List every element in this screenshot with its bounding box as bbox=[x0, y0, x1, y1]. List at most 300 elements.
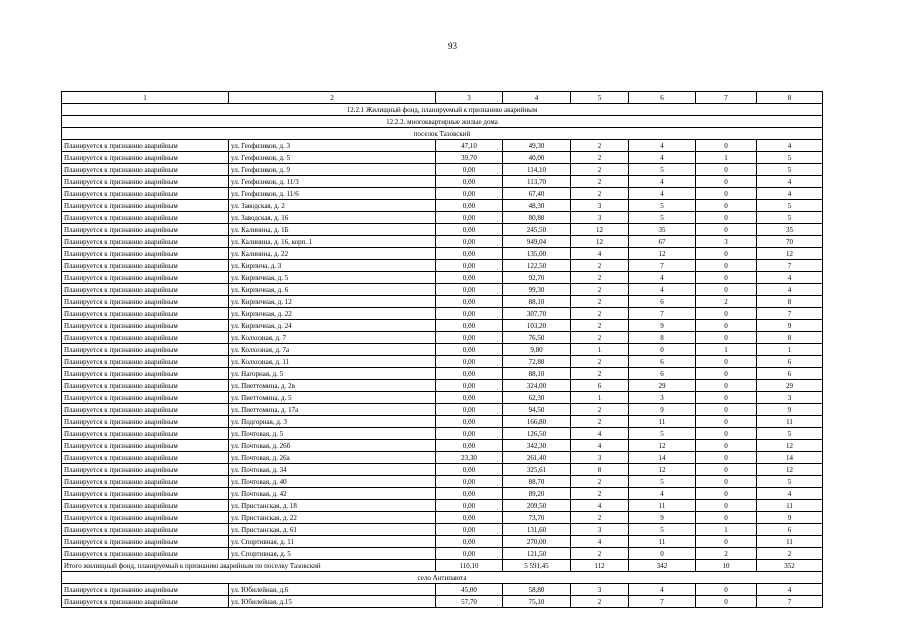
status-cell: Планируется к признанию аварийным bbox=[62, 488, 229, 500]
value-cell-c4: 72,80 bbox=[503, 356, 571, 368]
table-body bbox=[62, 92, 823, 608]
value-cell-c4: 114,10 bbox=[503, 164, 571, 176]
address-cell: ул. Пиеттомина, д. 2в bbox=[229, 380, 436, 392]
value-cell-c5: 8 bbox=[571, 464, 629, 476]
value-cell-c6: 67 bbox=[629, 236, 696, 248]
value-cell-c3: 0,00 bbox=[436, 320, 503, 332]
table-row bbox=[62, 596, 823, 608]
value-cell-c3: 0,00 bbox=[436, 272, 503, 284]
value-cell-c6: 12 bbox=[629, 440, 696, 452]
value-cell-c3: 0,00 bbox=[436, 188, 503, 200]
status-cell: Планируется к признанию аварийным bbox=[62, 368, 229, 380]
value-cell-c5: 4 bbox=[571, 440, 629, 452]
value-cell-c7: 1 bbox=[696, 152, 757, 164]
value-cell-c6: 4 bbox=[629, 584, 696, 596]
value-cell-c4: 40,00 bbox=[503, 152, 571, 164]
total-cell-c6: 342 bbox=[629, 560, 696, 572]
value-cell-c6: 9 bbox=[629, 512, 696, 524]
value-cell-c8: 12 bbox=[757, 440, 823, 452]
value-cell-c8: 6 bbox=[757, 368, 823, 380]
table-row bbox=[62, 404, 823, 416]
address-cell: ул. Почтовая, д. 26а bbox=[229, 452, 436, 464]
value-cell-c7: 0 bbox=[696, 248, 757, 260]
value-cell-c4: 75,10 bbox=[503, 596, 571, 608]
value-cell-c7: 0 bbox=[696, 308, 757, 320]
value-cell-c4: 325,61 bbox=[503, 464, 571, 476]
table-row bbox=[62, 356, 823, 368]
status-cell: Планируется к признанию аварийным bbox=[62, 392, 229, 404]
table-row bbox=[62, 380, 823, 392]
value-cell-c8: 5 bbox=[757, 212, 823, 224]
address-cell: ул. Геофизиков, д. 5 bbox=[229, 152, 436, 164]
address-cell: ул. Колхозная, д. 7 bbox=[229, 332, 436, 344]
value-cell-c6: 11 bbox=[629, 500, 696, 512]
value-cell-c8: 5 bbox=[757, 476, 823, 488]
value-cell-c7: 0 bbox=[696, 356, 757, 368]
value-cell-c4: 88,10 bbox=[503, 368, 571, 380]
value-cell-c4: 92,70 bbox=[503, 272, 571, 284]
value-cell-c5: 2 bbox=[571, 188, 629, 200]
value-cell-c8: 1 bbox=[757, 344, 823, 356]
value-cell-c5: 2 bbox=[571, 356, 629, 368]
status-cell: Планируется к признанию аварийным bbox=[62, 416, 229, 428]
value-cell-c5: 2 bbox=[571, 332, 629, 344]
table-row bbox=[62, 452, 823, 464]
status-cell: Планируется к признанию аварийным bbox=[62, 464, 229, 476]
table-row bbox=[62, 260, 823, 272]
value-cell-c6: 0 bbox=[629, 548, 696, 560]
status-cell: Планируется к признанию аварийным bbox=[62, 524, 229, 536]
value-cell-c8: 5 bbox=[757, 428, 823, 440]
value-cell-c7: 2 bbox=[696, 548, 757, 560]
value-cell-c4: 89,20 bbox=[503, 488, 571, 500]
value-cell-c7: 3 bbox=[696, 236, 757, 248]
value-cell-c3: 47,10 bbox=[436, 140, 503, 152]
address-cell: ул. Пристанская, д. 61 bbox=[229, 524, 436, 536]
value-cell-c8: 29 bbox=[757, 380, 823, 392]
value-cell-c7: 0 bbox=[696, 428, 757, 440]
value-cell-c7: 0 bbox=[696, 164, 757, 176]
column-number: 4 bbox=[503, 92, 571, 104]
status-cell: Планируется к признанию аварийным bbox=[62, 224, 229, 236]
value-cell-c6: 11 bbox=[629, 536, 696, 548]
value-cell-c7: 0 bbox=[696, 380, 757, 392]
value-cell-c5: 4 bbox=[571, 428, 629, 440]
value-cell-c5: 2 bbox=[571, 548, 629, 560]
value-cell-c3: 0,00 bbox=[436, 524, 503, 536]
value-cell-c5: 4 bbox=[571, 536, 629, 548]
value-cell-c3: 39,70 bbox=[436, 152, 503, 164]
value-cell-c6: 5 bbox=[629, 524, 696, 536]
value-cell-c7: 0 bbox=[696, 188, 757, 200]
value-cell-c3: 57,70 bbox=[436, 596, 503, 608]
value-cell-c4: 58,80 bbox=[503, 584, 571, 596]
value-cell-c3: 0,00 bbox=[436, 332, 503, 344]
value-cell-c3: 0,00 bbox=[436, 464, 503, 476]
value-cell-c8: 11 bbox=[757, 536, 823, 548]
value-cell-c4: 270,00 bbox=[503, 536, 571, 548]
value-cell-c6: 6 bbox=[629, 296, 696, 308]
address-cell: ул. Спортивная, д. 5 bbox=[229, 548, 436, 560]
value-cell-c8: 7 bbox=[757, 308, 823, 320]
value-cell-c8: 4 bbox=[757, 140, 823, 152]
status-cell: Планируется к признанию аварийным bbox=[62, 212, 229, 224]
value-cell-c5: 4 bbox=[571, 500, 629, 512]
address-cell: ул. Юбилейная, д.15 bbox=[229, 596, 436, 608]
value-cell-c6: 4 bbox=[629, 488, 696, 500]
value-cell-c3: 0,00 bbox=[436, 236, 503, 248]
value-cell-c7: 0 bbox=[696, 224, 757, 236]
value-cell-c5: 6 bbox=[571, 380, 629, 392]
value-cell-c7: 1 bbox=[696, 524, 757, 536]
value-cell-c8: 6 bbox=[757, 524, 823, 536]
group-name: поселок Тазовский bbox=[62, 128, 823, 140]
value-cell-c5: 4 bbox=[571, 248, 629, 260]
address-cell: ул. Почтовая, д. 40 bbox=[229, 476, 436, 488]
value-cell-c4: 342,30 bbox=[503, 440, 571, 452]
value-cell-c4: 261,40 bbox=[503, 452, 571, 464]
value-cell-c8: 9 bbox=[757, 320, 823, 332]
value-cell-c4: 949,04 bbox=[503, 236, 571, 248]
address-cell: ул. Юбилейная, д.6 bbox=[229, 584, 436, 596]
value-cell-c4: 73,70 bbox=[503, 512, 571, 524]
value-cell-c5: 12 bbox=[571, 236, 629, 248]
status-cell: Планируется к признанию аварийным bbox=[62, 296, 229, 308]
value-cell-c3: 0,00 bbox=[436, 488, 503, 500]
value-cell-c6: 4 bbox=[629, 188, 696, 200]
table-row bbox=[62, 440, 823, 452]
value-cell-c6: 12 bbox=[629, 464, 696, 476]
value-cell-c8: 4 bbox=[757, 176, 823, 188]
total-cell-c4: 5 591,45 bbox=[503, 560, 571, 572]
value-cell-c3: 0,00 bbox=[436, 284, 503, 296]
value-cell-c8: 14 bbox=[757, 452, 823, 464]
value-cell-c8: 35 bbox=[757, 224, 823, 236]
status-cell: Планируется к признанию аварийным bbox=[62, 452, 229, 464]
value-cell-c4: 121,50 bbox=[503, 548, 571, 560]
table-row bbox=[62, 200, 823, 212]
column-number-row bbox=[62, 92, 823, 104]
table-row bbox=[62, 140, 823, 152]
value-cell-c3: 0,00 bbox=[436, 392, 503, 404]
value-cell-c3: 0,00 bbox=[436, 296, 503, 308]
value-cell-c3: 0,00 bbox=[436, 404, 503, 416]
status-cell: Планируется к признанию аварийным bbox=[62, 272, 229, 284]
value-cell-c6: 4 bbox=[629, 284, 696, 296]
value-cell-c6: 11 bbox=[629, 416, 696, 428]
table-row bbox=[62, 476, 823, 488]
value-cell-c4: 126,50 bbox=[503, 428, 571, 440]
address-cell: ул. Геофизиков, д. 11/3 bbox=[229, 176, 436, 188]
value-cell-c7: 1 bbox=[696, 344, 757, 356]
status-cell: Планируется к признанию аварийным bbox=[62, 536, 229, 548]
table-row bbox=[62, 296, 823, 308]
value-cell-c3: 45,00 bbox=[436, 584, 503, 596]
value-cell-c5: 3 bbox=[571, 584, 629, 596]
value-cell-c6: 5 bbox=[629, 212, 696, 224]
value-cell-c4: 76,50 bbox=[503, 332, 571, 344]
value-cell-c6: 5 bbox=[629, 476, 696, 488]
status-cell: Планируется к признанию аварийным bbox=[62, 188, 229, 200]
value-cell-c7: 0 bbox=[696, 452, 757, 464]
value-cell-c4: 48,30 bbox=[503, 200, 571, 212]
value-cell-c3: 23,30 bbox=[436, 452, 503, 464]
value-cell-c4: 9,80 bbox=[503, 344, 571, 356]
total-row bbox=[62, 560, 823, 572]
value-cell-c4: 49,30 bbox=[503, 140, 571, 152]
value-cell-c5: 2 bbox=[571, 416, 629, 428]
status-cell: Планируется к признанию аварийным bbox=[62, 344, 229, 356]
section-title: 12.2.1 Жилищный фонд, планируемый к признанию аварийным bbox=[62, 104, 823, 116]
table-row bbox=[62, 320, 823, 332]
value-cell-c4: 135,00 bbox=[503, 248, 571, 260]
value-cell-c7: 0 bbox=[696, 200, 757, 212]
status-cell: Планируется к признанию аварийным bbox=[62, 596, 229, 608]
address-cell: ул. Геофизиков, д. 3 bbox=[229, 140, 436, 152]
status-cell: Планируется к признанию аварийным bbox=[62, 356, 229, 368]
value-cell-c3: 0,00 bbox=[436, 428, 503, 440]
table-row bbox=[62, 176, 823, 188]
status-cell: Планируется к признанию аварийным bbox=[62, 164, 229, 176]
table-row bbox=[62, 152, 823, 164]
status-cell: Планируется к признанию аварийным bbox=[62, 140, 229, 152]
table-row bbox=[62, 188, 823, 200]
value-cell-c8: 8 bbox=[757, 296, 823, 308]
group-header-row bbox=[62, 128, 823, 140]
value-cell-c5: 2 bbox=[571, 260, 629, 272]
value-cell-c3: 0,00 bbox=[436, 260, 503, 272]
value-cell-c7: 0 bbox=[696, 440, 757, 452]
table-row bbox=[62, 308, 823, 320]
value-cell-c5: 2 bbox=[571, 596, 629, 608]
value-cell-c8: 4 bbox=[757, 488, 823, 500]
address-cell: ул. Геофизиков, д. 9 bbox=[229, 164, 436, 176]
table-row bbox=[62, 248, 823, 260]
value-cell-c7: 0 bbox=[696, 176, 757, 188]
value-cell-c6: 3 bbox=[629, 392, 696, 404]
address-cell: ул. Кирпичная, д. 6 bbox=[229, 284, 436, 296]
table-row bbox=[62, 464, 823, 476]
value-cell-c6: 4 bbox=[629, 272, 696, 284]
value-cell-c8: 2 bbox=[757, 548, 823, 560]
table-row bbox=[62, 548, 823, 560]
value-cell-c5: 2 bbox=[571, 368, 629, 380]
value-cell-c5: 2 bbox=[571, 404, 629, 416]
value-cell-c8: 5 bbox=[757, 152, 823, 164]
status-cell: Планируется к признанию аварийным bbox=[62, 308, 229, 320]
value-cell-c5: 2 bbox=[571, 164, 629, 176]
value-cell-c8: 5 bbox=[757, 200, 823, 212]
value-cell-c6: 6 bbox=[629, 356, 696, 368]
value-cell-c6: 35 bbox=[629, 224, 696, 236]
column-number: 5 bbox=[571, 92, 629, 104]
value-cell-c5: 2 bbox=[571, 308, 629, 320]
address-cell: ул. Геофизиков, д. 11/6 bbox=[229, 188, 436, 200]
value-cell-c6: 4 bbox=[629, 152, 696, 164]
address-cell: ул. Почтовая, д. 5 bbox=[229, 428, 436, 440]
value-cell-c3: 0,00 bbox=[436, 536, 503, 548]
subsection-title-row bbox=[62, 116, 823, 128]
value-cell-c5: 3 bbox=[571, 200, 629, 212]
value-cell-c4: 67,40 bbox=[503, 188, 571, 200]
value-cell-c4: 94,50 bbox=[503, 404, 571, 416]
value-cell-c7: 0 bbox=[696, 392, 757, 404]
address-cell: ул. Пристанская, д. 22 bbox=[229, 512, 436, 524]
value-cell-c6: 4 bbox=[629, 176, 696, 188]
value-cell-c5: 3 bbox=[571, 524, 629, 536]
value-cell-c6: 5 bbox=[629, 428, 696, 440]
address-cell: ул. Калинина, д. 22 bbox=[229, 248, 436, 260]
status-cell: Планируется к признанию аварийным bbox=[62, 380, 229, 392]
value-cell-c6: 5 bbox=[629, 164, 696, 176]
value-cell-c4: 245,50 bbox=[503, 224, 571, 236]
value-cell-c6: 7 bbox=[629, 260, 696, 272]
status-cell: Планируется к признанию аварийным bbox=[62, 404, 229, 416]
value-cell-c8: 7 bbox=[757, 596, 823, 608]
value-cell-c3: 0,00 bbox=[436, 344, 503, 356]
column-number: 2 bbox=[229, 92, 436, 104]
value-cell-c5: 3 bbox=[571, 452, 629, 464]
column-number: 8 bbox=[757, 92, 823, 104]
value-cell-c6: 29 bbox=[629, 380, 696, 392]
address-cell: ул. Кирпичная, д. 22 bbox=[229, 308, 436, 320]
value-cell-c4: 62,30 bbox=[503, 392, 571, 404]
value-cell-c4: 113,70 bbox=[503, 176, 571, 188]
address-cell: ул. Почтовая, д. 42 bbox=[229, 488, 436, 500]
total-label: Итого жилищный фонд, планируемый к признанию аварийным по поселку Тазовский bbox=[62, 560, 436, 572]
value-cell-c3: 0,00 bbox=[436, 368, 503, 380]
table-row bbox=[62, 344, 823, 356]
value-cell-c4: 80,80 bbox=[503, 212, 571, 224]
table-row bbox=[62, 272, 823, 284]
value-cell-c8: 3 bbox=[757, 392, 823, 404]
status-cell: Планируется к признанию аварийным bbox=[62, 584, 229, 596]
value-cell-c7: 0 bbox=[696, 416, 757, 428]
total-cell-c5: 112 bbox=[571, 560, 629, 572]
value-cell-c5: 2 bbox=[571, 284, 629, 296]
value-cell-c8: 6 bbox=[757, 356, 823, 368]
status-cell: Планируется к признанию аварийным bbox=[62, 476, 229, 488]
value-cell-c3: 0,00 bbox=[436, 380, 503, 392]
value-cell-c4: 166,80 bbox=[503, 416, 571, 428]
value-cell-c7: 0 bbox=[696, 212, 757, 224]
value-cell-c5: 2 bbox=[571, 320, 629, 332]
value-cell-c4: 103,20 bbox=[503, 320, 571, 332]
value-cell-c8: 9 bbox=[757, 512, 823, 524]
value-cell-c3: 0,00 bbox=[436, 476, 503, 488]
column-number: 1 bbox=[62, 92, 229, 104]
value-cell-c5: 2 bbox=[571, 140, 629, 152]
status-cell: Планируется к признанию аварийным bbox=[62, 428, 229, 440]
value-cell-c7: 0 bbox=[696, 284, 757, 296]
value-cell-c3: 0,00 bbox=[436, 416, 503, 428]
value-cell-c6: 5 bbox=[629, 200, 696, 212]
value-cell-c5: 12 bbox=[571, 224, 629, 236]
value-cell-c6: 7 bbox=[629, 596, 696, 608]
status-cell: Планируется к признанию аварийным bbox=[62, 260, 229, 272]
value-cell-c5: 1 bbox=[571, 392, 629, 404]
value-cell-c5: 2 bbox=[571, 152, 629, 164]
value-cell-c3: 0,00 bbox=[436, 212, 503, 224]
value-cell-c3: 0,00 bbox=[436, 548, 503, 560]
table-row bbox=[62, 536, 823, 548]
value-cell-c4: 209,50 bbox=[503, 500, 571, 512]
value-cell-c8: 11 bbox=[757, 416, 823, 428]
status-cell: Планируется к признанию аварийным bbox=[62, 248, 229, 260]
table-row bbox=[62, 500, 823, 512]
value-cell-c7: 0 bbox=[696, 512, 757, 524]
address-cell: ул. Пристанская, д. 18 bbox=[229, 500, 436, 512]
table-row bbox=[62, 368, 823, 380]
column-number: 3 bbox=[436, 92, 503, 104]
table-row bbox=[62, 392, 823, 404]
value-cell-c4: 324,00 bbox=[503, 380, 571, 392]
table-row bbox=[62, 284, 823, 296]
status-cell: Планируется к признанию аварийным bbox=[62, 284, 229, 296]
address-cell: ул. Почтовая, д. 26б bbox=[229, 440, 436, 452]
value-cell-c3: 0,00 bbox=[436, 500, 503, 512]
value-cell-c7: 0 bbox=[696, 140, 757, 152]
value-cell-c4: 99,30 bbox=[503, 284, 571, 296]
subsection-title: 12.2.2. многоквартирные жилые дома bbox=[62, 116, 823, 128]
value-cell-c8: 9 bbox=[757, 404, 823, 416]
address-cell: ул. Подгорная, д. 3 bbox=[229, 416, 436, 428]
value-cell-c7: 0 bbox=[696, 584, 757, 596]
value-cell-c7: 0 bbox=[696, 596, 757, 608]
status-cell: Планируется к признанию аварийным bbox=[62, 440, 229, 452]
column-number: 6 bbox=[629, 92, 696, 104]
address-cell: ул. Колхозная, д. 11 bbox=[229, 356, 436, 368]
value-cell-c6: 9 bbox=[629, 320, 696, 332]
value-cell-c5: 2 bbox=[571, 176, 629, 188]
table-row bbox=[62, 584, 823, 596]
table-row bbox=[62, 164, 823, 176]
status-cell: Планируется к признанию аварийным bbox=[62, 332, 229, 344]
address-cell: ул. Пиеттомина, д. 17а bbox=[229, 404, 436, 416]
address-cell: ул. Нагорная, д. 5 bbox=[229, 368, 436, 380]
value-cell-c7: 0 bbox=[696, 368, 757, 380]
status-cell: Планируется к признанию аварийным bbox=[62, 548, 229, 560]
value-cell-c7: 0 bbox=[696, 320, 757, 332]
value-cell-c7: 0 bbox=[696, 488, 757, 500]
status-cell: Планируется к признанию аварийным bbox=[62, 200, 229, 212]
address-cell: ул. Кирпичная, д. 24 bbox=[229, 320, 436, 332]
value-cell-c7: 0 bbox=[696, 332, 757, 344]
value-cell-c4: 88,10 bbox=[503, 296, 571, 308]
address-cell: ул. Заводская, д. 16 bbox=[229, 212, 436, 224]
address-cell: ул. Кирпичная, д. 12 bbox=[229, 296, 436, 308]
page-number: 93 bbox=[448, 41, 457, 51]
status-cell: Планируется к признанию аварийным bbox=[62, 500, 229, 512]
value-cell-c6: 6 bbox=[629, 368, 696, 380]
value-cell-c3: 0,00 bbox=[436, 440, 503, 452]
value-cell-c5: 3 bbox=[571, 212, 629, 224]
value-cell-c7: 0 bbox=[696, 464, 757, 476]
total-cell-c8: 352 bbox=[757, 560, 823, 572]
value-cell-c6: 4 bbox=[629, 140, 696, 152]
value-cell-c6: 8 bbox=[629, 332, 696, 344]
address-cell: ул. Колхозная, д. 7а bbox=[229, 344, 436, 356]
table-row bbox=[62, 416, 823, 428]
status-cell: Планируется к признанию аварийным bbox=[62, 320, 229, 332]
value-cell-c7: 0 bbox=[696, 260, 757, 272]
address-cell: ул. Кирпичная, д. 5 bbox=[229, 272, 436, 284]
value-cell-c6: 0 bbox=[629, 344, 696, 356]
status-cell: Планируется к признанию аварийным bbox=[62, 512, 229, 524]
status-cell: Планируется к признанию аварийным bbox=[62, 236, 229, 248]
status-cell: Планируется к признанию аварийным bbox=[62, 152, 229, 164]
column-number: 7 bbox=[696, 92, 757, 104]
